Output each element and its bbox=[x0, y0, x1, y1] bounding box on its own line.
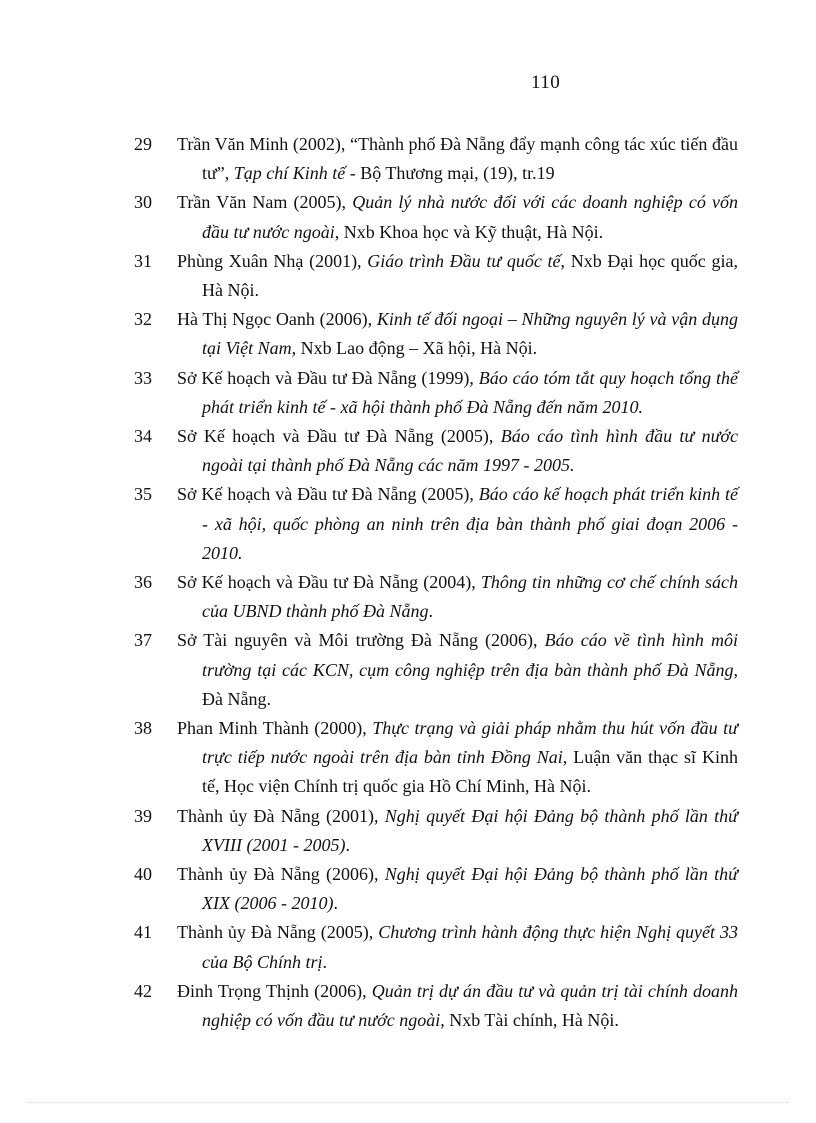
reference-number: 35 bbox=[134, 484, 152, 505]
reference-author-year: Sở Kế hoạch và Đầu tư Đà Nẵng (2005), bbox=[177, 426, 501, 447]
reference-text bbox=[177, 626, 738, 714]
reference-item bbox=[134, 714, 738, 802]
reference-number: 33 bbox=[134, 367, 152, 388]
reference-title: Báo cáo kế hoạch phát triển kinh tế - xã hội, quốc phòng an ninh trên địa bàn thành phố giai đoạn 2006 - 2010. bbox=[202, 484, 738, 563]
reference-author-year: Hà Thị Ngọc Oanh (2006), bbox=[177, 309, 377, 330]
reference-publisher: . bbox=[322, 951, 327, 972]
reference-publisher: , Nxb Đại học quốc gia, Hà Nội. bbox=[202, 250, 738, 301]
reference-text bbox=[177, 480, 738, 568]
reference-number: 40 bbox=[134, 864, 152, 885]
reference-item bbox=[134, 860, 738, 918]
reference-author-year: Trần Văn Minh (2002), “Thành phố Đà Nẵng đẩy mạnh công tác xúc tiến đầu tư”, bbox=[177, 134, 738, 184]
reference-title: Quản lý nhà nước đối với các doanh nghiệp có vốn đầu tư nước ngoài bbox=[202, 192, 738, 242]
reference-title: Báo cáo tình hình đầu tư nước ngoài tại thành phố Đà Nẵng các năm 1997 - 2005. bbox=[202, 426, 739, 476]
reference-title: Quản trị dự án đầu tư và quản trị tài chính doanh nghiệp có vốn đầu tư nước ngoài bbox=[202, 980, 738, 1031]
reference-publisher: - Bộ Thương mại, (19), tr.19 bbox=[345, 163, 555, 184]
reference-author-year: Thành ủy Đà Nẵng (2001), bbox=[177, 805, 385, 826]
reference-title: Thực trạng và giải pháp nhằm thu hút vốn đầu tư trực tiếp nước ngoài trên địa bàn tỉnh Đồng Nai bbox=[202, 718, 738, 768]
reference-publisher: , Nxb Tài chính, Hà Nội. bbox=[440, 1010, 619, 1031]
reference-item bbox=[134, 188, 738, 246]
reference-number: 34 bbox=[134, 426, 152, 447]
reference-number: 38 bbox=[134, 718, 152, 739]
reference-number: 39 bbox=[134, 805, 152, 826]
reference-text bbox=[177, 860, 738, 918]
reference-author-year: Phan Minh Thành (2000), bbox=[177, 718, 373, 739]
page-bottom-divider bbox=[28, 1102, 788, 1103]
reference-title: Kinh tế đối ngoại – Những nguyên lý và vận dụng tại Việt Nam bbox=[202, 309, 738, 359]
reference-text bbox=[177, 305, 738, 363]
reference-title: Tạp chí Kinh tế bbox=[233, 163, 346, 184]
reference-publisher: , Nxb Lao động – Xã hội, Hà Nội. bbox=[291, 338, 538, 359]
reference-text bbox=[177, 802, 738, 860]
reference-number: 36 bbox=[134, 572, 152, 593]
reference-publisher: . bbox=[345, 834, 350, 855]
reference-text bbox=[177, 977, 738, 1035]
reference-author-year: Sở Kế hoạch và Đầu tư Đà Nẵng (2005), bbox=[177, 484, 479, 505]
reference-title: Báo cáo về tình hình môi trường tại các KCN, cụm công nghiệp trên địa bàn thành phố Đà Nẵng bbox=[202, 630, 738, 680]
reference-item bbox=[134, 422, 738, 480]
reference-author-year: Trần Văn Nam (2005), bbox=[177, 192, 353, 213]
reference-list bbox=[134, 130, 738, 1035]
reference-text bbox=[177, 568, 738, 626]
reference-item bbox=[134, 802, 738, 860]
reference-publisher: . bbox=[333, 893, 338, 914]
reference-publisher: , Luận văn thạc sĩ Kinh tế, Học viện Chính trị quốc gia Hồ Chí Minh, Hà Nội. bbox=[202, 747, 738, 797]
reference-author-year: Thành ủy Đà Nẵng (2006), bbox=[177, 864, 385, 885]
reference-title: Nghị quyết Đại hội Đảng bộ thành phố lần thứ XVIII (2001 - 2005) bbox=[202, 805, 739, 855]
reference-text bbox=[177, 422, 738, 480]
reference-text bbox=[177, 188, 738, 246]
reference-publisher: . bbox=[428, 601, 433, 622]
reference-text bbox=[177, 130, 738, 188]
reference-title: Nghị quyết Đại hội Đảng bộ thành phố lần thứ XIX (2006 - 2010) bbox=[202, 864, 739, 914]
reference-number: 29 bbox=[134, 134, 152, 154]
reference-item bbox=[134, 305, 738, 363]
reference-author-year: Sở Kế hoạch và Đầu tư Đà Nẵng (1999), bbox=[177, 367, 479, 388]
reference-number: 31 bbox=[134, 250, 152, 271]
reference-text bbox=[177, 364, 738, 422]
reference-item bbox=[134, 568, 738, 626]
reference-number: 30 bbox=[134, 192, 152, 213]
reference-publisher: , Nxb Khoa học và Kỹ thuật, Hà Nội. bbox=[334, 221, 604, 242]
reference-item bbox=[134, 626, 738, 714]
reference-number: 42 bbox=[134, 980, 152, 1001]
reference-title: Thông tin những cơ chế chính sách của UBND thành phố Đà Nẵng bbox=[202, 572, 738, 622]
reference-publisher: , Đà Nẵng. bbox=[202, 659, 738, 709]
reference-author-year: Sở Kế hoạch và Đầu tư Đà Nẵng (2004), bbox=[177, 572, 481, 593]
reference-author-year: Thành ủy Đà Nẵng (2005), bbox=[177, 922, 379, 943]
reference-title: Chương trình hành động thực hiện Nghị quyết 33 của Bộ Chính trị bbox=[202, 922, 738, 972]
reference-number: 32 bbox=[134, 309, 152, 330]
reference-number: 37 bbox=[134, 630, 152, 651]
reference-author-year: Phùng Xuân Nhạ (2001), bbox=[177, 250, 368, 271]
reference-item bbox=[134, 247, 738, 305]
reference-text bbox=[177, 247, 738, 305]
reference-title: Giáo trình Đầu tư quốc tế bbox=[367, 250, 561, 271]
reference-item bbox=[134, 918, 738, 976]
reference-number: 41 bbox=[134, 922, 152, 943]
page-number: 110 bbox=[531, 72, 561, 93]
reference-author-year: Đinh Trọng Thịnh (2006), bbox=[177, 980, 372, 1001]
reference-text bbox=[177, 714, 738, 802]
reference-item bbox=[134, 364, 738, 422]
reference-title: Báo cáo tóm tắt quy hoạch tổng thể phát triển kinh tế - xã hội thành phố Đà Nẵng đến năm 2010. bbox=[202, 367, 738, 417]
reference-item bbox=[134, 130, 738, 188]
reference-item bbox=[134, 977, 738, 1035]
reference-author-year: Sở Tài nguyên và Môi trường Đà Nẵng (2006), bbox=[177, 630, 545, 651]
reference-item bbox=[134, 480, 738, 568]
reference-text bbox=[177, 918, 738, 976]
